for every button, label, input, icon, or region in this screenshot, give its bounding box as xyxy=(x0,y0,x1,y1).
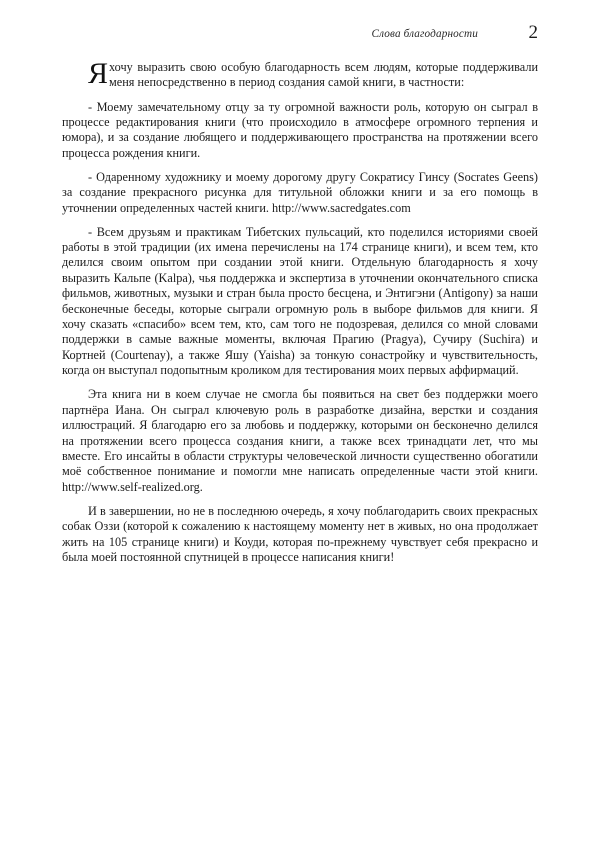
paragraph xyxy=(62,225,538,379)
body-text-block xyxy=(62,57,538,565)
paragraph xyxy=(62,100,538,162)
paragraph-text: - Моему замечательному отцу за ту огромной важности роль, которую он сыграл в процессе редактирования книги (что происходило в атмосфере огромного терпения и юмора), и за создание любящего и поддерживающего пространства на протяжении всего процесса рождения книги. xyxy=(62,99,538,160)
paragraph xyxy=(62,387,538,495)
drop-cap-letter: Я xyxy=(88,57,109,90)
running-head-title: Слова благодарности xyxy=(371,28,478,40)
paragraph-text: - Всем друзьям и практикам Тибетских пульсаций, кто поделился историями своей работы в этой традиции (их имена перечислены на 174 странице книги), и всем тем, кто делился своим опытом при создании этой книги. Отдельную благодарность я хочу выразить Кальпе (Kalpa), чья поддержка и экспертиза в уточнении окончательного списка фильмов, животных, музыки и стран была просто бесцена, и Энтигэни (Antigony) за наши бесконечные беседы, которые сыграли огромную роль в выборе фильмов для книги. Я хочу сказать «спасибо» всем тем, кто, сам того не подозревая, делился со мной словами поддержки в самые важные моменты, включая Прагию (Pragya), Сучиру (Suchira) и Кортней (Courtenay), а также Яшу (Yaisha) за тонкую сонастройку и чувствительность, когда он выступал подопытным кроликом для тестирования моих первых аффирмаций. xyxy=(62,224,538,378)
paragraph-text: Эта книга ни в коем случае не смогла бы появиться на свет без поддержки моего партнёра Иана. Он сыграл ключевую роль в разработке дизайна, верстки и создания иллюстраций. Я благодарю его за любовь и поддержку, которыми он бесконечно делился на протяжении всего процесса создания книги, а также всех тринадцати лет, что мы вместе. Его инсайты в области структуры человеческой личности существенно обогатили моё собственное понимание и помогли мне написать определенные части этой книги. http://www.self-realized.org. xyxy=(62,387,538,494)
paragraph-text: хочу выразить свою особую благодарность всем людям, которые поддерживали меня непосредственно в период создания самой книги, в частности: xyxy=(109,60,538,90)
paragraph-text: И в завершении, но не в последнюю очередь, я хочу поблагодарить своих прекрасных собак Оззи (которой к сожалению к настоящему моменту нет в живых, но она продолжает жить на 105 странице книги) и Коуди, которая по-прежнему чувствует себя прекрасно и была моей постоянной спутницей в процессе написания книги! xyxy=(62,503,538,564)
paragraph-text: - Одаренному художнику и моему дорогому другу Сократису Гинсу (Socrates Geens) за создание прекрасного рисунка для титульной обложки книги и за его помощь в уточнении определенных частей книги. http://www.sacredgates.com xyxy=(62,169,538,215)
page-number: 2 xyxy=(528,22,538,43)
paragraph xyxy=(62,170,538,216)
paragraph xyxy=(62,504,538,566)
paragraph xyxy=(62,57,538,91)
running-head xyxy=(62,22,538,56)
